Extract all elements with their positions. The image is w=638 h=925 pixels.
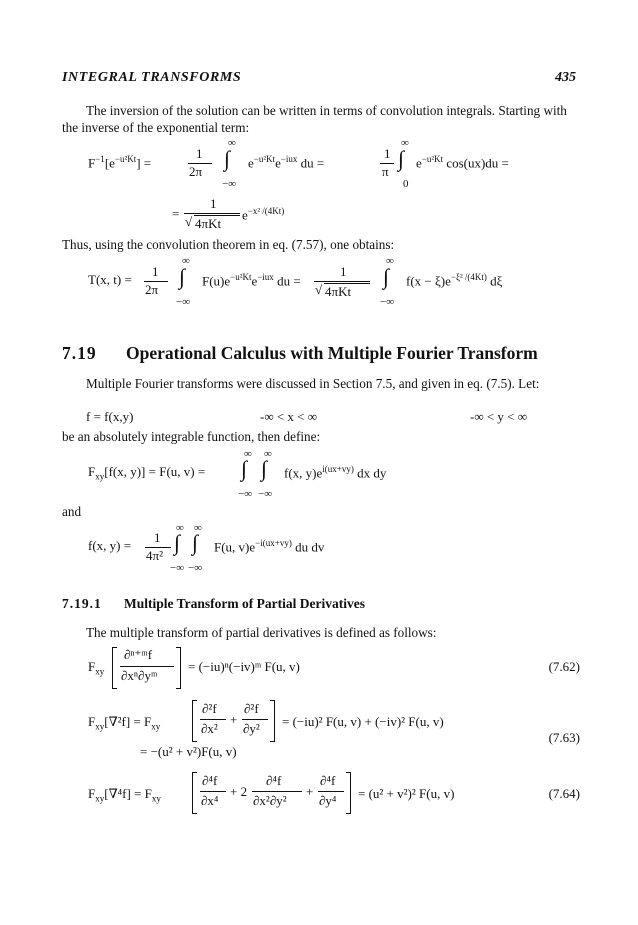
eq-text: +	[306, 784, 314, 799]
eq-text: e	[275, 155, 281, 171]
page-number: 435	[555, 70, 576, 85]
paragraph-intro: The inversion of the solution can be written in terms of convolution integrals. Starting with the inverse of the exponential term:	[62, 103, 567, 135]
running-head: INTEGRAL TRANSFORMS	[62, 70, 242, 85]
equation-number: (7.62)	[548, 659, 580, 674]
eq-text: xy	[95, 666, 105, 677]
eq-text: ] =	[136, 155, 152, 171]
subsection-number: 7.19.1	[62, 596, 102, 611]
eq-text: −1	[95, 154, 105, 164]
fraction-bar	[318, 791, 344, 792]
eq-text: -∞ < y < ∞	[470, 409, 528, 424]
paragraph-and: and	[62, 504, 82, 519]
eq-text: = −(u² + v²)F(u, v)	[140, 744, 237, 759]
eq-text: du dv	[291, 539, 325, 555]
fraction-bar	[314, 281, 370, 282]
left-bracket	[112, 647, 117, 689]
eq-text: 1	[196, 146, 203, 161]
eq-text: ∂y⁴	[319, 793, 337, 808]
eq-text: F(u, v)e	[214, 539, 256, 555]
eq-text: −∞	[188, 562, 203, 574]
eq-text: ∂⁴f	[202, 773, 218, 788]
eq-text: e	[416, 155, 422, 171]
fraction-bar	[120, 666, 174, 667]
eq-text: 4π²	[146, 548, 163, 563]
eq-text: −u²Kt	[421, 154, 444, 164]
subsection-title: Multiple Transform of Partial Derivatives	[124, 596, 365, 611]
eq-text: F	[88, 714, 96, 729]
eq-text: -∞ < x < ∞	[260, 409, 318, 424]
eq-text: xy	[151, 721, 161, 732]
eq-text: −∞	[380, 296, 395, 308]
eq-text: −∞	[176, 296, 191, 308]
eq-text: −∞	[238, 488, 253, 500]
right-bracket	[176, 647, 181, 689]
eq-text: e	[242, 207, 248, 223]
eq-text: ∂x²∂y²	[253, 793, 287, 808]
eq-text: f(x − ξ)e	[406, 273, 451, 289]
eq-text: −u²Kt	[230, 272, 252, 282]
fraction-bar	[184, 213, 240, 214]
right-bracket	[346, 772, 351, 814]
eq-text: xy	[95, 793, 105, 804]
left-bracket	[192, 700, 197, 742]
eq-text: [∇⁴f] = F	[104, 786, 152, 801]
eq-text: du =	[273, 273, 301, 289]
right-bracket	[270, 700, 275, 742]
eq-text: F	[88, 464, 96, 479]
eq-text: π	[382, 164, 389, 179]
sqrt-sign: √	[185, 214, 193, 229]
eq-text: [e	[104, 155, 115, 171]
eq-text: + 2	[230, 784, 248, 799]
eq-text: T(x, t) =	[88, 272, 132, 287]
eq-text: f(x, y)e	[284, 465, 323, 481]
eq-text: ∞	[401, 137, 409, 149]
paragraph-partial-derivatives: The multiple transform of partial derivatives is defined as follows:	[86, 625, 437, 640]
eq-text: f(x, y) =	[88, 538, 132, 553]
eq-text: ∂ⁿ⁺ᵐf	[124, 647, 153, 662]
eq-text: =	[172, 206, 180, 221]
paragraph-multiple-fourier: Multiple Fourier transforms were discussed in Section 7.5, and given in eq. (7.5). Let:	[86, 376, 540, 391]
eq-text: = (−iu)² F(u, v) + (−iv)² F(u, v)	[282, 714, 444, 729]
paragraph-define: be an absolutely integrable function, then define:	[62, 429, 321, 444]
eq-text: ∞	[228, 137, 236, 149]
fraction-bar	[200, 719, 226, 720]
eq-text: ∂²f	[244, 701, 259, 716]
eq-text: F	[88, 155, 96, 171]
eq-text: ∞	[194, 522, 202, 534]
eq-text: xy	[151, 793, 161, 804]
eq-text: ∞	[176, 522, 184, 534]
eq-text: 4πKt	[325, 284, 352, 299]
section-title: Operational Calculus with Multiple Fourier Transform	[126, 343, 538, 363]
eq-text: 1	[210, 196, 217, 211]
eq-text: −ξ² /(4Kt)	[450, 272, 487, 282]
integral-sign: ∫	[241, 456, 248, 481]
eq-text: 1	[154, 530, 161, 545]
eq-text: −∞	[222, 178, 237, 190]
integral-sign: ∫	[398, 146, 405, 171]
integral-sign: ∫	[224, 146, 231, 171]
eq-text: 1	[384, 146, 391, 161]
eq-text: [∇²f] = F	[104, 714, 152, 729]
eq-text: F	[88, 659, 96, 674]
section-heading	[62, 343, 538, 364]
eq-text: 2π	[189, 164, 203, 179]
eq-text: 1	[152, 264, 159, 279]
eq-text: = (u² + v²)² F(u, v)	[358, 786, 455, 801]
eq-text: = (−iu)ⁿ(−iv)ᵐ F(u, v)	[188, 659, 300, 674]
eq-text: ∂x⁴	[201, 793, 219, 808]
eq-text: 4πKt	[195, 216, 222, 231]
eq-text: −iux	[257, 272, 274, 282]
eq-text: −x² /(4Kt)	[247, 206, 285, 216]
eq-text: −u²Kt	[114, 154, 137, 164]
page-header	[62, 70, 576, 90]
eq-text: e	[251, 273, 258, 289]
eq-text: −u²Kt	[253, 154, 276, 164]
fraction-bar	[242, 719, 268, 720]
sqrt-sign: √	[315, 282, 323, 297]
eq-text: ∂y²	[243, 721, 260, 736]
eq-text: ∂xⁿ∂yᵐ	[121, 668, 158, 683]
eq-text: ∂⁴f	[266, 773, 282, 788]
equation-number: (7.63)	[548, 730, 580, 745]
fraction-bar	[252, 791, 302, 792]
eq-text: F	[88, 786, 96, 801]
eq-text: du =	[297, 155, 325, 171]
eq-text: −∞	[258, 488, 273, 500]
eq-text: i(ux+vy)	[322, 464, 354, 474]
fraction-bar	[200, 791, 226, 792]
integral-sign: ∫	[383, 264, 390, 289]
eq-text: xy	[95, 471, 105, 482]
eq-text: −i(ux+vy)	[255, 538, 292, 548]
eq-text: dx dy	[353, 465, 387, 481]
eq-text: dξ	[486, 273, 503, 289]
integral-sign: ∫	[192, 530, 199, 555]
eq-text: ∞	[244, 448, 252, 460]
eq-text: 2π	[145, 282, 159, 297]
eq-text: −iux	[280, 154, 298, 164]
eq-text: ∞	[386, 255, 394, 267]
eq-text: f = f(x,y)	[86, 409, 134, 424]
eq-text: ∂x²	[201, 721, 218, 736]
eq-text: xy	[95, 721, 105, 732]
eq-text: 1	[340, 264, 347, 279]
eq-text: ∞	[264, 448, 272, 460]
paragraph-convolution: Thus, using the convolution theorem in eq. (7.57), one obtains:	[62, 237, 395, 252]
eq-text: 0	[403, 178, 409, 190]
integral-sign: ∫	[261, 456, 268, 481]
integral-sign: ∫	[174, 530, 181, 555]
subsection-heading	[62, 596, 365, 612]
equation-number: (7.64)	[548, 786, 580, 801]
eq-text: e	[248, 155, 254, 171]
section-number: 7.19	[62, 343, 97, 363]
eq-text: cos(ux)du =	[443, 155, 509, 171]
eq-text: ∞	[182, 255, 190, 267]
eq-text: +	[230, 712, 238, 727]
eq-text: ∂²f	[202, 701, 217, 716]
left-bracket	[192, 772, 197, 814]
eq-text: [f(x, y)] = F(u, v) =	[104, 464, 206, 479]
integral-sign: ∫	[179, 264, 186, 289]
eq-text: −∞	[170, 562, 185, 574]
eq-text: ∂⁴f	[320, 773, 336, 788]
eq-text: F(u)e	[202, 273, 231, 289]
